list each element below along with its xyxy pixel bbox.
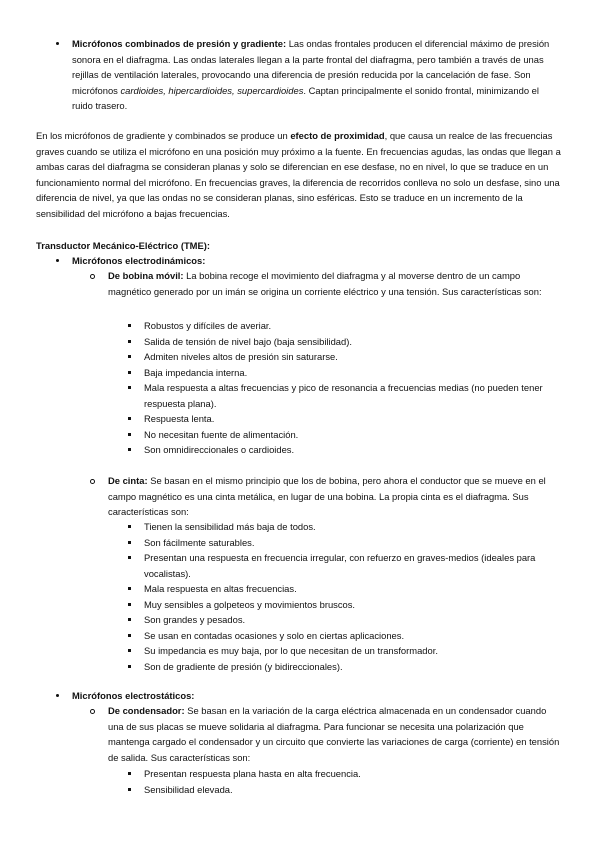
intro-bullet-text [72,36,560,114]
cinta-text: Se basan en el mismo principio que los de bobina, pero ahora el conductor que se mueve en el campo magnético es una cinta metálica, en lugar de una bobina. La propia cinta es el diafragma. Sus características son: [108,475,546,518]
bullet-square-icon [128,649,131,652]
bullet-circle-icon [90,709,95,714]
bullet-circle-icon [90,274,95,279]
bullet-square-icon [128,371,131,374]
bullet-dot-icon [56,694,59,697]
bullet-square-icon [128,340,131,343]
tme-heading: Transductor Mecánico-Eléctrico (TME): [36,240,210,251]
bullet-square-icon [128,433,131,436]
electrodinamicos-label: Micrófonos electrodinámicos: [72,255,206,266]
intro-bullet-heading: Micrófonos combinados de presión y gradiente: [72,38,287,49]
electrostaticos-label: Micrófonos electrostáticos: [72,690,195,701]
bullet-square-icon [128,587,131,590]
condensador-heading: De condensador: [108,705,185,716]
cinta-heading: De cinta: [108,475,148,486]
bobina-paragraph [108,268,560,299]
intro-bullet-italic: cardioides, hipercardioides, supercardioides [120,84,304,96]
bullet-square-icon [128,772,131,775]
bullet-square-icon [128,386,131,389]
proximity-text-end: , que causa un realce de las frecuencias graves cuando se utiliza el micrófono en una posición muy próximo a la fuente. En frecuencias agudas, las ondas que llegan a ambas caras del diafragma se consideran planas y solo se diferencian en ese desfase, no en nivel, lo que se traduce en un funcionamiento normal del micrófono. En frecuencias graves, la diferencia de recorridos conlleva no solo un desfase, sino una diferencia de nivel, ya que las ondas no se consideran planas, sino esféricas. Esto se traduce en un incremento de la sensibilidad del micrófono a bajas frecuencias. [36,130,561,219]
document-page: Micrófonos combinados de presión y gradiente: Las ondas frontales producen el diferencial máximo de presión sonora en el diafragma. Las ondas laterales llegan a la parte frontal del diafragma, pero también a través de unas rejillas de ventilación laterales, provocando una diferencia de presión reducida por la cancelación de fase. Son micrófonos cardioides, hipercardioides, supercardioides. Captan principalmente el sonido frontal, minimizando el ruido trasero. En los micrófonos de gradiente y combinados se produce un efecto de proximidad, que causa un realce de las frecuencias graves cuando se utiliza el micrófono en una posición muy próximo a la fuente. En frecuencias agudas, las ondas que llegan a ambas caras del diafragma se consideran planas y solo se diferencian en ese desfase, no en nivel, lo que se traduce en un funcionamiento normal del micrófono. En frecuencias graves, la diferencia de recorridos conlleva no solo un desfase, sino una diferencia de nivel, ya que las ondas no se consideran planas, sino esféricas. Esto se traduce en un incremento de la sensibilidad del micrófono a bajas frecuencias. Transductor Mecánico-Eléctrico (TME): Micrófonos electrodinámicos: De bobina móvil: La bobina recoge el movimiento del diafragma y al moverse dentro de un campo magnético generado por un imán se origina un corriente eléctrico y una tensión. Sus características son: Robustos y difíciles de averiar. Salida de tensión de nivel bajo (baja sensibilidad). Admiten niveles altos de presión sin saturarse. Baja impedancia interna. Mala respuesta a altas frecuencias y pico de resonancia a frecuencias medias (no pueden tener respuesta plana). Respuesta lenta. No necesitan fuente de alimentación. Son omnidireccionales o cardioides. De cinta: Se basan en el mismo principio que los de bobina, pero ahora el conductor que se mueve en el campo magnético es una cinta metálica, en lugar de una bobina. La propia cinta es el diafragma. Sus características son: Tienen la sensibilidad más baja de todos. Son fácilmente saturables. Presentan una respuesta en frecuencia irregular, con refuerzo en graves-medios (ideales para vocalistas). Mala respuesta en altas frecuencias. Muy sensibles a golpeteos y movimientos bruscos. Son grandes y pesados. Se usan en contadas ocasiones y solo en ciertas aplicaciones. Su impedancia es muy baja, por lo que necesitan de un transformador. Son de gradiente de presión (y bidireccionales). Micrófonos electrostáticos: De condensador: Se basan en la variación de la carga eléctrica almacenada en un condensador cuando una de sus placas se mueve solidaria al diafragma. Para funcionar se necesita una polarización que mantenga cargado el condensador y un circuito que convierte las variaciones de carga (corriente) en tensión de salida. Sus características son: Presentan respuesta plana hasta en alta frecuencia. Sensibilidad elevada. [0,0,600,848]
bobina-heading: De bobina móvil: [108,270,184,281]
bullet-square-icon [128,603,131,606]
proximity-text-start: En los micrófonos de gradiente y combinados se produce un [36,130,288,141]
condensador-text: Se basan en la variación de la carga eléctrica almacenada en un condensador cuando una de sus placas se mueve solidaria al diafragma. Para funcionar se necesita una polarización que mantenga cargado el condensador y un circuito que convierte las variaciones de carga (corriente) en tensión de salida. Sus características son: [108,705,560,763]
cinta-paragraph [108,473,564,520]
bullet-square-icon [128,634,131,637]
bullet-dot-icon [56,259,59,262]
bullet-square-icon [128,541,131,544]
bullet-square-icon [128,525,131,528]
proximity-paragraph [36,128,564,222]
intro-bullet-body-end: . Captan principalmente el sonido frontal, minimizando el ruido trasero. [72,84,539,112]
intro-bullet-body: Las ondas frontales producen el diferencial máximo de presión sonora en el diafragma. Las ondas laterales llegan a la parte frontal del diafragma, pero también a través de unas rejillas de ventilación laterales, provocando una diferencia de presión reducida por la cancelación de fase. Son micrófonos [72,38,550,96]
bullet-square-icon [128,324,131,327]
bullet-circle-icon [90,479,95,484]
condensador-paragraph [108,703,564,765]
proximity-bold: efecto de proximidad [290,130,385,141]
bullet-dot-icon [56,42,59,45]
bullet-square-icon [128,355,131,358]
bullet-square-icon [128,618,131,621]
bullet-square-icon [128,665,131,668]
bullet-square-icon [128,417,131,420]
bullet-square-icon [128,788,131,791]
bullet-square-icon [128,556,131,559]
bobina-text: La bobina recoge el movimiento del diafragma y al moverse dentro de un campo magnético generado por un imán se origina un corriente eléctrico y una tensión. Sus características son: [108,270,542,297]
bullet-square-icon [128,448,131,451]
